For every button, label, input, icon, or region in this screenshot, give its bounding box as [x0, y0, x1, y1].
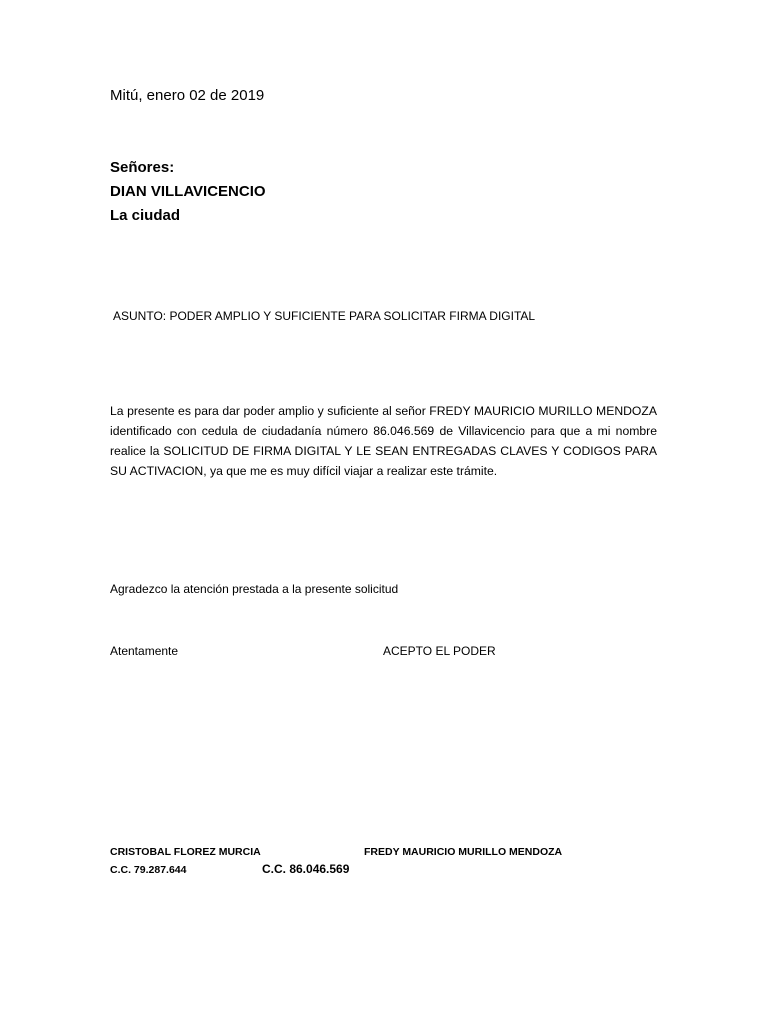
closing-acepto-poder: ACEPTO EL PODER — [383, 644, 496, 658]
signature-id-left: C.C. 79.287.644 — [110, 864, 187, 876]
recipient-city: La ciudad — [110, 207, 181, 224]
subject-line: ASUNTO: PODER AMPLIO Y SUFICIENTE PARA SOLICITAR FIRMA DIGITAL — [113, 309, 536, 323]
recipient-name: DIAN VILLAVICENCIO — [110, 183, 266, 200]
signature-name-left: CRISTOBAL FLOREZ MURCIA — [110, 846, 261, 858]
signature-name-right: FREDY MAURICIO MURILLO MENDOZA — [364, 846, 563, 858]
recipient-salutation: Señores: — [110, 159, 175, 176]
signature-id-right: C.C. 86.046.569 — [262, 862, 350, 876]
body-paragraph: La presente es para dar poder amplio y suficiente al señor FREDY MAURICIO MURILLO MENDOZA identificado con cedula de ciudadanía número 86.046.569 de Villavicencio para que a mi nombre realice la SOLICITUD DE FIRMA DIGITAL Y LE SEAN ENTREGADAS CLAVES Y CODIGOS PARA SU ACTIVACION, ya que me es muy difícil viajar a realizar este trámite. — [110, 404, 657, 478]
closing-atentamente: Atentamente — [110, 644, 179, 658]
date-line: Mitú, enero 02 de 2019 — [110, 87, 265, 104]
thanks-line: Agradezco la atención prestada a la presente solicitud — [110, 582, 399, 596]
